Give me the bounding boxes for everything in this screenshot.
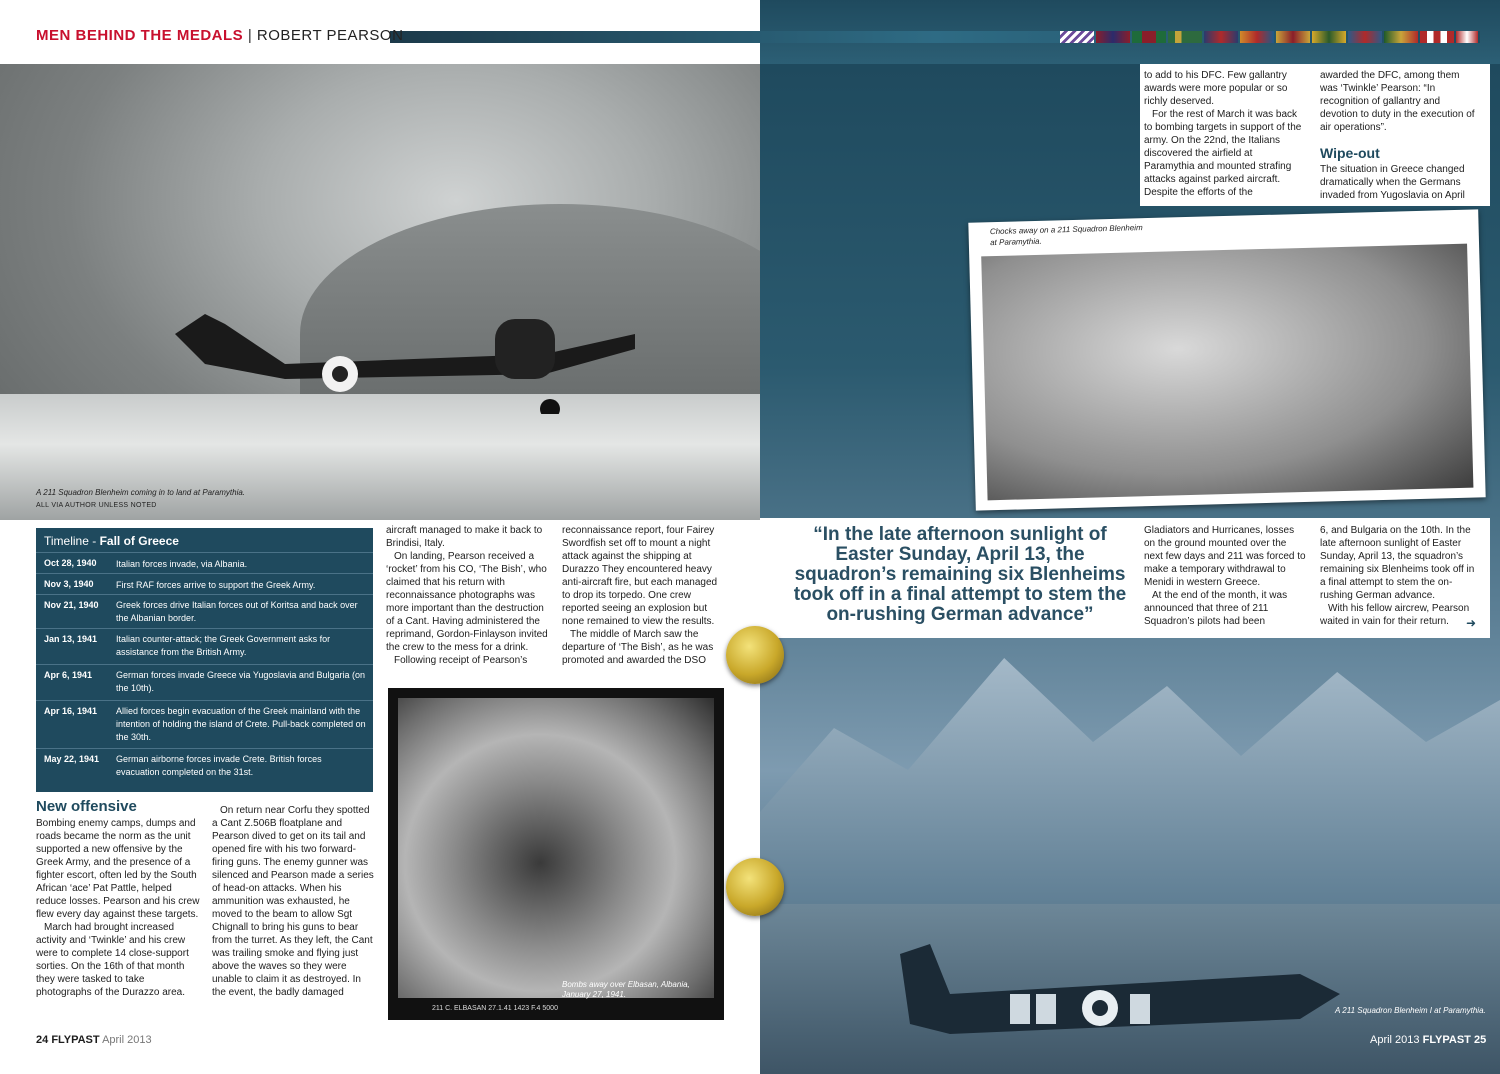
paragraph: On landing, Pearson received a ‘rocket’ from his CO, ‘The Bish’, who claimed that his return with reconnaissance photographs was more important than the destruction of a Cant. Having administered the reprimand, Gordon-Finlayson invited the crew to the mess for a drink. — [386, 551, 548, 653]
pull-quote: “In the late afternoon sunlight of Easter Sunday, April 13, the squadron’s remaining six Blenheims took off in a final attempt to stem the on-rushing German advance” — [793, 524, 1127, 625]
timeline-heading — [44, 534, 179, 548]
paragraph: reconnaissance report, four Fairey Swordfish set off to mount a night attack against the shipping at Durazzo They encountered heavy anti-aircraft fire, but each managed to drop its torpedo. One crew reported seeing an explosion but none remained to view the results. — [562, 525, 718, 627]
medal-ribbon-11 — [1420, 31, 1454, 43]
subject-name: ROBERT PEARSON — [256, 27, 404, 44]
caption-aerial-photo: Bombs away over Elbasan, Albania, January 27, 1941. — [562, 980, 690, 999]
heading-wipe-out: Wipe-out — [1320, 145, 1380, 161]
column-5-mid — [1144, 524, 1306, 628]
paragraph: The middle of March saw the departure of ‘The Bish’, as he was promoted and awarded the DSO — [562, 629, 714, 666]
timeline-row — [36, 748, 373, 789]
timeline-row — [36, 594, 373, 627]
column-5-top — [1144, 69, 1304, 199]
paragraph: aircraft managed to make it back to Brindisi, Italy. — [386, 525, 543, 549]
timeline-date: Jan 13, 1941 — [44, 634, 98, 644]
aerial-photo-inscription: 211 C. ELBASAN 27.1.41 1423 F.4 5000 — [432, 1005, 558, 1012]
column-2 — [212, 804, 376, 999]
continue-arrow-icon: ➜ — [1466, 616, 1477, 630]
column-6-top-after — [1320, 163, 1480, 202]
page-number-left: 24 — [36, 1034, 49, 1046]
timeline-box — [36, 528, 373, 792]
paragraph: For the rest of March it was back to bombing targets in support of the army. On the 22nd, the Italians discovered the airfield at Paramythia and mounted strafing attacks against parked aircraft. Despite the efforts of the — [1144, 109, 1302, 198]
medal-ribbon-10 — [1384, 31, 1418, 43]
magazine-name-right: FLYPAST — [1422, 1034, 1471, 1046]
medal-ribbon-8 — [1312, 31, 1346, 43]
timeline-date: May 22, 1941 — [44, 754, 100, 764]
timeline-text: First RAF forces arrive to support the Greek Army. — [116, 580, 316, 590]
timeline-date: Nov 21, 1940 — [44, 600, 99, 610]
medal-ribbon-2 — [1096, 31, 1130, 43]
raf-button-icon — [726, 858, 784, 916]
timeline-label: Timeline - — [44, 534, 97, 548]
paragraph: Bombing enemy camps, dumps and roads became the norm as the unit supported a new offensive by the Greek Army, and the presence of a fighter escort, often led by the South African ‘ace’ Pat Pattle, helped reduce losses. Pearson and his crew flew every day against these targets. — [36, 818, 200, 920]
medal-ribbon-7 — [1276, 31, 1310, 43]
timeline-date: Apr 6, 1941 — [44, 670, 93, 680]
timeline-text: Greek forces drive Italian forces out of Koritsa and back over the Albanian border. — [116, 600, 358, 623]
photo-credit: ALL VIA AUTHOR UNLESS NOTED — [36, 502, 157, 509]
title-separator: | — [247, 27, 253, 44]
paragraph: Gladiators and Hurricanes, losses on the ground mounted over the next few days and 211 was forced to make a temporary withdrawal to Menidi in western Greece. — [1144, 525, 1306, 588]
paragraph: March had brought increased activity and ‘Twinkle’ and his crew were to complete 14 close-support sorties. On the 16th of that month they were tasked to take photographs of the Durazzo area. — [36, 922, 189, 998]
paragraph: At the end of the month, it was announced that three of 211 Squadron’s pilots had been — [1144, 590, 1288, 627]
timeline-date: Oct 28, 1940 — [44, 558, 97, 568]
section-title — [36, 27, 403, 44]
page-number-right: 25 — [1473, 1034, 1487, 1046]
timeline-date: Nov 3, 1940 — [44, 579, 94, 589]
paragraph: to add to his DFC. Few gallantry awards were more popular or so richly deserved. — [1144, 70, 1288, 107]
column-6-top — [1320, 69, 1480, 134]
medal-ribbon-4 — [1168, 31, 1202, 43]
medal-ribbon-dfc — [1060, 31, 1094, 43]
column-6-mid — [1320, 524, 1480, 628]
page-header — [0, 0, 1500, 64]
series-title: MEN BEHIND THE MEDALS — [36, 27, 244, 44]
heading-new-offensive: New offensive — [36, 798, 137, 815]
footer-right — [1370, 1034, 1486, 1046]
timeline-date: Apr 16, 1941 — [44, 706, 98, 716]
paragraph: awarded the DFC, among them was ‘Twinkle’ Pearson: “In recognition of gallantry and devotion to duty in the execution of air operations”. — [1320, 70, 1475, 133]
caption-bottom-right-photo: A 211 Squadron Blenheim I at Paramythia. — [1335, 1006, 1486, 1015]
medal-ribbon-9 — [1348, 31, 1382, 43]
timeline-text: Italian forces invade, via Albania. — [116, 559, 248, 569]
medal-ribbon-5 — [1204, 31, 1238, 43]
caption-main-text: A 211 Squadron Blenheim coming in to land at Paramythia. — [36, 488, 246, 497]
timeline-row — [36, 552, 373, 573]
paragraph: 6, and Bulgaria on the 10th. In the late afternoon sunlight of Easter Sunday, April 13, the squadron’s remaining six Blenheims took off in a final attempt to stem the on-rushing German advance. — [1320, 525, 1475, 601]
timeline-text: Italian counter-attack; the Greek Government asks for assistance from the British Army. — [116, 634, 331, 657]
raf-button-icon — [726, 626, 784, 684]
timeline-row — [36, 664, 373, 699]
column-1 — [36, 817, 200, 999]
column-4 — [562, 524, 726, 667]
blenheim-parked-silhouette — [880, 924, 1350, 1064]
timeline-text: Allied forces begin evacuation of the Greek mainland with the intention of holding the island of Crete. Pull-back completed on the 30th. — [116, 706, 366, 742]
photo-chocks-image — [981, 244, 1473, 501]
column-3 — [386, 524, 548, 667]
medal-ribbon-6 — [1240, 31, 1274, 43]
photo-blenheim-landing — [0, 64, 760, 520]
issue-date-right: April 2013 — [1370, 1034, 1420, 1046]
medal-ribbon-12 — [1456, 31, 1478, 43]
timeline-text: German forces invade Greece via Yugoslavia and Bulgaria (on the 10th). — [116, 670, 365, 693]
magazine-name-left: FLYPAST — [51, 1034, 100, 1046]
timeline-title: Fall of Greece — [99, 534, 179, 548]
paragraph: With his fellow aircrew, Pearson waited in vain for their return. — [1320, 603, 1470, 627]
paragraph: On return near Corfu they spotted a Cant Z.506B floatplane and Pearson dived to get on its tail and opened fire with his two forward-firing guns. The enemy gunner was silenced and Pearson made a series of head-on attacks. When his ammunition was exhausted, he moved to the beam to allow Sgt Chignall to bring his guns to bear from the turret. As they left, the Cant was trailing smoke and flying just above the waves so they were unable to claim it as destroyed. In the event, the badly damaged — [212, 805, 374, 998]
footer-left — [36, 1034, 152, 1046]
issue-date-left: April 2013 — [102, 1034, 152, 1046]
caption-chocks-photo: Chocks away on a 211 Squadron Blenheim at Paramythia. — [989, 223, 1143, 248]
photo-aerial-elbasan — [388, 688, 724, 1020]
timeline-text: German airborne forces invade Crete. British forces evacuation completed on the 31st. — [116, 754, 322, 777]
caption-main-photo — [36, 487, 256, 512]
timeline-row — [36, 573, 373, 594]
medal-ribbon-3 — [1132, 31, 1166, 43]
paragraph: Following receipt of Pearson’s — [394, 655, 528, 666]
timeline-row — [36, 700, 373, 747]
paragraph: The situation in Greece changed dramatically when the Germans invaded from Yugoslavia on April — [1320, 164, 1465, 201]
photo-aerial-image — [398, 698, 714, 998]
photo-mountain-range — [760, 644, 1500, 924]
photo-chocks-away — [968, 209, 1485, 510]
blenheim-aircraft-silhouette — [165, 294, 645, 414]
timeline-row — [36, 628, 373, 663]
